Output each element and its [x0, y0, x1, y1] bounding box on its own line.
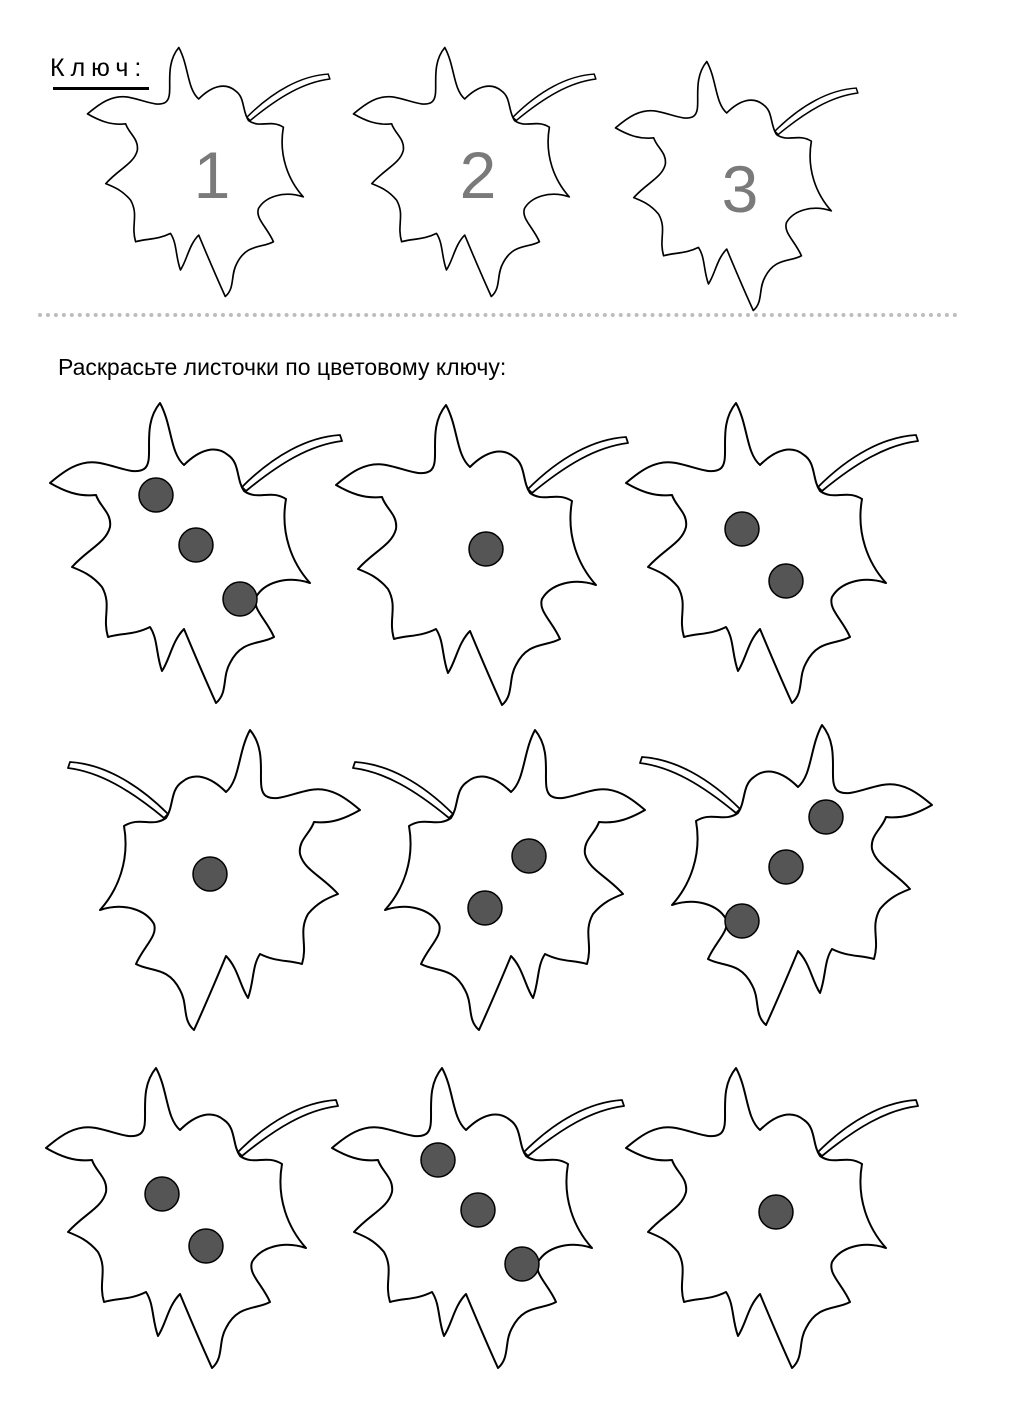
task-leaf-r1c1-dot-1: [139, 478, 173, 512]
leaf-stem: [524, 1100, 624, 1156]
task-leaf-r2c2-dot-1: [512, 839, 546, 873]
task-leaf-r2c2: [353, 730, 645, 1030]
leaf-stem: [528, 437, 628, 493]
leaf-stem: [353, 762, 453, 818]
leaf-stem: [513, 74, 596, 120]
leaf-outline: [626, 1068, 886, 1368]
leaf-stem: [68, 762, 168, 818]
leaf-outline: [50, 403, 310, 703]
task-leaf-r1c2-dot-1: [469, 532, 503, 566]
leaf-stem: [818, 1100, 918, 1156]
leaf-outline: [385, 730, 645, 1030]
task-leaf-r3c2-dot-1: [421, 1143, 455, 1177]
leaf-stem: [818, 435, 918, 491]
leaf-stem: [242, 435, 342, 491]
task-leaf-r1c1-dot-3: [223, 582, 257, 616]
key-number-3: 3: [721, 152, 759, 226]
leaf-stem: [238, 1100, 338, 1156]
leaf-outline: [100, 730, 360, 1030]
key-number-2: 2: [459, 138, 497, 212]
task-leaf-r3c2-dot-3: [505, 1247, 539, 1281]
key-leaves: [87, 47, 857, 310]
task-leaf-r2c3-dot-3: [725, 904, 759, 938]
leaf-stem: [247, 74, 330, 120]
leaf-outline: [672, 725, 932, 1025]
leaf-stem: [640, 757, 740, 813]
task-leaf-r3c1-dot-1: [145, 1177, 179, 1211]
task-leaf-r2c3-dot-1: [809, 800, 843, 834]
instruction-text: Раскрасьте листочки по цветовому ключу:: [58, 354, 507, 380]
leaf-outline: [626, 403, 886, 703]
leaf-outline: [46, 1068, 306, 1368]
task-leaf-r2c1-dot-1: [193, 857, 227, 891]
key-label: Ключ:: [50, 54, 148, 82]
task-leaf-r1c3-dot-2: [769, 564, 803, 598]
task-leaf-r2c2-dot-2: [468, 891, 502, 925]
key-number-1: 1: [193, 138, 231, 212]
task-leaf-r2c3-dot-2: [769, 850, 803, 884]
task-leaf-r3c2-dot-2: [461, 1193, 495, 1227]
task-leaf-r1c3-dot-1: [725, 512, 759, 546]
task-leaf-r3c3-dot-1: [759, 1195, 793, 1229]
leaf-stem: [775, 88, 858, 134]
leaf-outline: [332, 1068, 592, 1368]
task-leaves: [46, 403, 932, 1368]
task-leaf-r3c1-dot-2: [189, 1229, 223, 1263]
task-leaf-r1c3: [626, 403, 918, 703]
task-leaf-r1c1-dot-2: [179, 528, 213, 562]
leaf-outline: [336, 405, 596, 705]
task-leaf-r3c1: [46, 1068, 338, 1368]
